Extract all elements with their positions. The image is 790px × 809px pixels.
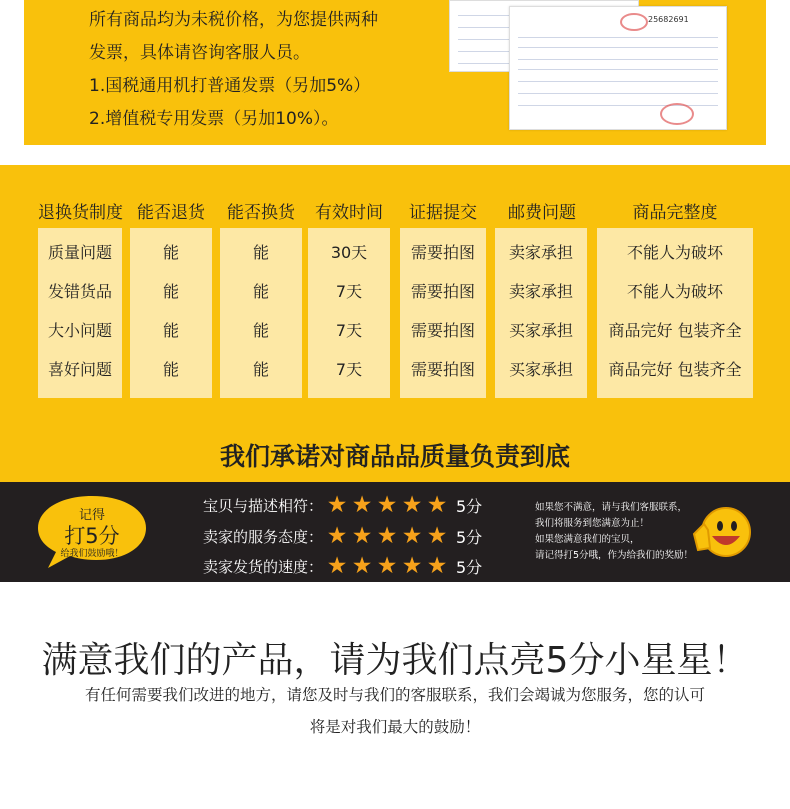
return-policy-section bbox=[0, 165, 790, 482]
table-cell: 需要拍图 bbox=[410, 360, 475, 379]
policy-column bbox=[220, 228, 302, 398]
table-cell: 能 bbox=[252, 321, 269, 340]
table-cell: 30天 bbox=[330, 243, 368, 262]
note-line: 如果您满意我们的宝贝， bbox=[535, 534, 640, 545]
invoice-sample-images bbox=[449, 0, 734, 135]
table-cell: 商品完好 包装齐全 bbox=[608, 321, 742, 340]
vat-invoice-sample-paper bbox=[509, 6, 727, 130]
table-cell: 发错货品 bbox=[47, 282, 112, 301]
seal-icon bbox=[660, 103, 694, 125]
table-cell: 买家承担 bbox=[508, 321, 573, 340]
table-cell: 能 bbox=[252, 282, 269, 301]
smiley-thumbs-up-icon bbox=[690, 504, 752, 562]
table-cell: 大小问题 bbox=[47, 321, 112, 340]
note-line: 如果您不满意，请与我们客服联系， bbox=[535, 502, 688, 513]
column-header: 能否换货 bbox=[227, 203, 295, 223]
rating-label: 卖家的服务态度： bbox=[203, 527, 324, 546]
invoice-line: 所有商品均为未税价格，为您提供两种 bbox=[89, 10, 378, 30]
rating-row bbox=[203, 491, 482, 519]
table-cell: 能 bbox=[162, 360, 179, 379]
star-icon: ★ bbox=[426, 492, 448, 518]
star-icon: ★ bbox=[376, 492, 398, 518]
policy-column bbox=[308, 228, 390, 398]
note-line: 请记得打5分哦，作为给我们的奖励！ bbox=[535, 550, 694, 561]
table-cell: 不能人为破坏 bbox=[626, 243, 723, 262]
table-cell: 能 bbox=[162, 321, 179, 340]
table-cell: 不能人为破坏 bbox=[626, 282, 723, 301]
star-icon: ★ bbox=[401, 523, 423, 549]
policy-column bbox=[38, 228, 122, 398]
rating-score: 5分 bbox=[456, 527, 483, 547]
table-cell: 需要拍图 bbox=[410, 282, 475, 301]
table-cell: 需要拍图 bbox=[410, 321, 475, 340]
bubble-line: 打5分 bbox=[64, 524, 120, 548]
table-cell: 商品完好 包装齐全 bbox=[608, 360, 742, 379]
column-header: 商品完整度 bbox=[632, 203, 718, 223]
invoice-line: 1.国税通用机打普通发票（另加5%） bbox=[89, 76, 371, 96]
star-icon: ★ bbox=[426, 523, 448, 549]
table-cell: 需要拍图 bbox=[410, 243, 475, 262]
invoice-number: 25682691 bbox=[648, 15, 689, 24]
rating-row bbox=[203, 552, 482, 580]
table-cell: 能 bbox=[162, 243, 179, 262]
invoice-line: 发票，具体请咨询客服人员。 bbox=[89, 43, 310, 63]
column-header: 有效时间 bbox=[315, 203, 383, 223]
rating-score: 5分 bbox=[456, 557, 483, 577]
closing-text-line: 有任何需要我们改进的地方，请您及时与我们的客服联系，我们会竭诚为您服务，您的认可 bbox=[84, 686, 705, 704]
table-cell: 7天 bbox=[335, 321, 363, 340]
rating-row bbox=[203, 522, 482, 550]
star-icon: ★ bbox=[326, 553, 348, 579]
star-icon: ★ bbox=[351, 523, 373, 549]
satisfaction-note bbox=[535, 500, 705, 564]
table-cell: 能 bbox=[162, 282, 179, 301]
table-cell: 7天 bbox=[335, 282, 363, 301]
closing-message bbox=[0, 582, 790, 809]
policy-column bbox=[597, 228, 753, 398]
table-cell: 能 bbox=[252, 243, 269, 262]
invoice-panel bbox=[24, 0, 766, 145]
table-cell: 喜好问题 bbox=[47, 360, 112, 379]
rating-band bbox=[0, 482, 790, 582]
bubble-line: 记得 bbox=[78, 508, 105, 523]
closing-text-line: 将是对我们最大的鼓励！ bbox=[309, 718, 481, 736]
rating-label: 宝贝与描述相符： bbox=[203, 496, 324, 515]
star-icon: ★ bbox=[376, 553, 398, 579]
star-icon: ★ bbox=[401, 492, 423, 518]
star-icon: ★ bbox=[351, 553, 373, 579]
rating-label: 卖家发货的速度： bbox=[203, 557, 324, 576]
reminder-bubble bbox=[40, 498, 144, 568]
policy-column bbox=[400, 228, 486, 398]
table-cell: 卖家承担 bbox=[508, 243, 573, 262]
table-cell: 能 bbox=[252, 360, 269, 379]
closing-title: 满意我们的产品，请为我们点亮5分小星星！ bbox=[41, 640, 749, 681]
star-icon: ★ bbox=[376, 523, 398, 549]
table-cell: 买家承担 bbox=[508, 360, 573, 379]
column-header: 邮费问题 bbox=[508, 203, 576, 223]
rating-score: 5分 bbox=[456, 496, 483, 516]
policy-column bbox=[130, 228, 212, 398]
column-header: 能否退货 bbox=[137, 203, 205, 223]
column-header: 退换货制度 bbox=[38, 203, 123, 223]
star-icon: ★ bbox=[426, 553, 448, 579]
note-line: 我们将服务到您满意为止！ bbox=[535, 518, 650, 529]
star-icon: ★ bbox=[401, 553, 423, 579]
bubble-line: 给我们鼓励哦！ bbox=[60, 549, 124, 559]
star-icon: ★ bbox=[326, 523, 348, 549]
quality-promise-heading: 我们承诺对商品品质量负责到底 bbox=[219, 442, 570, 471]
column-header: 证据提交 bbox=[409, 203, 477, 223]
stamp-icon bbox=[620, 13, 648, 31]
invoice-line: 2.增值税专用发票（另加10%）。 bbox=[89, 109, 339, 129]
policy-column bbox=[495, 228, 587, 398]
star-icon: ★ bbox=[351, 492, 373, 518]
invoice-text bbox=[89, 4, 429, 136]
table-cell: 卖家承担 bbox=[508, 282, 573, 301]
table-cell: 质量问题 bbox=[47, 243, 112, 262]
table-cell: 7天 bbox=[335, 360, 363, 379]
invoice-banner bbox=[0, 0, 790, 165]
star-icon: ★ bbox=[326, 492, 348, 518]
